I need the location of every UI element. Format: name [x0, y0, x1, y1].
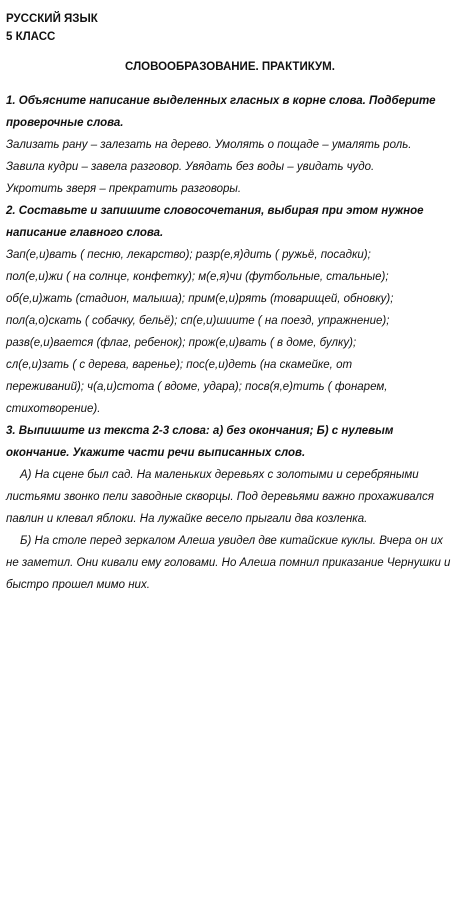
task-1-line: Завила кудри – завела разговор. Увядать без воды – увидать чудо.: [6, 161, 375, 173]
task-1-line: Укротить зверя – прекратить разговоры.: [6, 183, 242, 195]
task-2-line: пол(е,и)жи ( на солнце, конфетку); м(е,я)чи (футбольные, стальные);: [6, 271, 389, 283]
task-2-line: сл(е,и)зать ( с дерева, варенье); пос(е,и)деть (на скамейке, от: [6, 359, 353, 371]
task-2-line: Зап(е,и)вать ( песню, лекарство); разр(е,я)дить ( ружьё, посадки);: [6, 249, 371, 261]
task-2-line: об(е,и)жать (стадион, малыша); прим(е,и)рять (товарищей, обновку);: [6, 293, 394, 305]
task-2-line: стихотворение).: [6, 403, 101, 415]
task-2-heading: 2. Составьте и запишите словосочетания, выбирая при этом нужное написание главного слова.: [6, 205, 424, 239]
task-2-line: пол(а,о)скать ( собачку, бельё); сп(е,и)шиите ( на поезд, упражнение);: [6, 315, 390, 327]
task-2-line: переживаний); ч(а,и)стота ( вдоме, удара); посв(я,е)тить ( фонарем,: [6, 381, 388, 393]
page-title: СЛОВООБРАЗОВАНИЕ. ПРАКТИКУМ.: [125, 61, 335, 73]
task-3: [6, 420, 454, 596]
text-paragraph-a: А) На сцене был сад. На маленьких деревьях с золотыми и серебряными листьями звонко пели заводные скворцы. Под деревьями важно прохаживался павлин и клевал яблоки. На лужайке весело прыгали два козленка.: [6, 469, 434, 525]
grade-heading: 5 КЛАСС: [6, 31, 56, 43]
task-1-heading: 1. Объясните написание выделенных гласных в корне слова. Подберите проверочные слова.: [6, 95, 436, 129]
task-3-heading: 3. Выпишите из текста 2-3 слова: а) без окончания; Б) с нулевым окончание. Укажите части речи выписанных слов.: [6, 425, 394, 459]
task-2: [6, 200, 454, 420]
task-2-line: разв(е,и)вается (флаг, ребенок); прож(е,и)вать ( в доме, булку);: [6, 337, 357, 349]
task-1-line: Зализать рану – залезать на дерево. Умолять о пощаде – умалять роль.: [6, 139, 412, 151]
subject-heading: РУССКИЙ ЯЗЫК: [6, 13, 98, 25]
task-1: [6, 90, 454, 200]
text-paragraph-b: Б) На столе перед зеркалом Алеша увидел две китайские куклы. Вчера он их не заметил. Они кивали ему головами. Но Алеша помнил приказание Чернушки и быстро прошел мимо них.: [6, 535, 451, 591]
